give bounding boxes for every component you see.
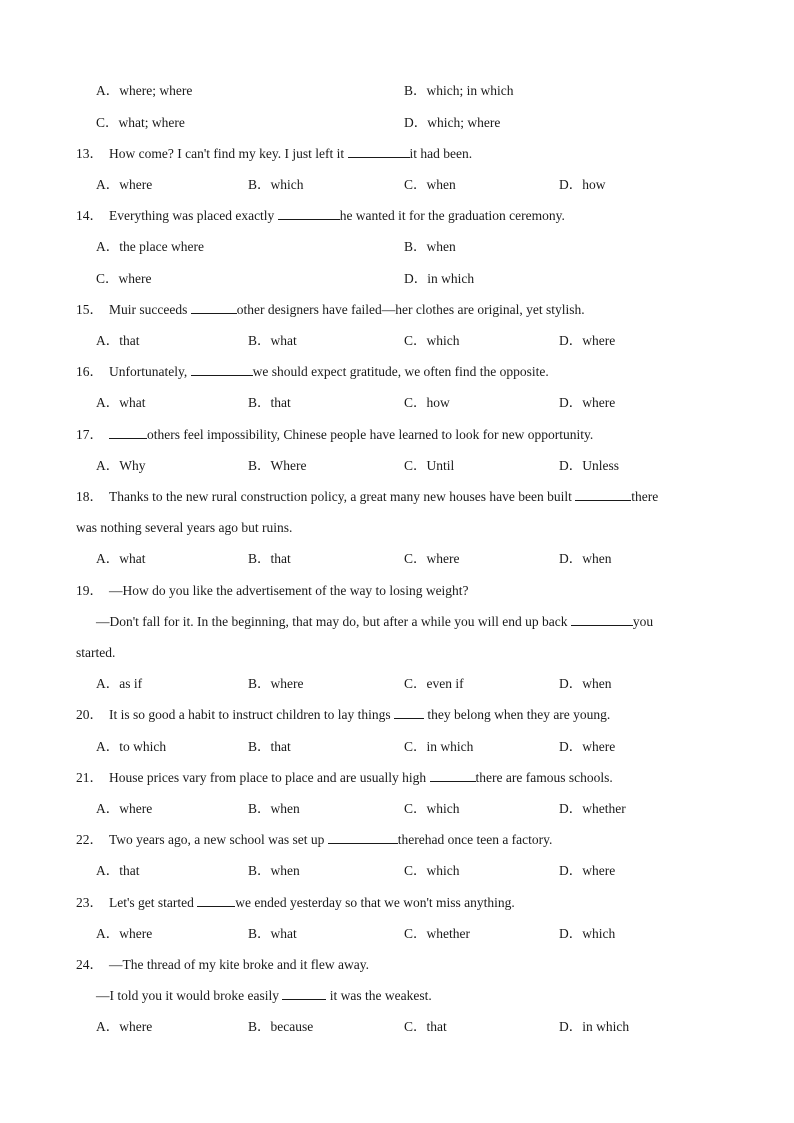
option-a: A．what (96, 551, 146, 566)
answer-blank (278, 206, 340, 220)
option-a: A．what (96, 395, 146, 410)
answer-blank (394, 705, 424, 719)
answer-blank (191, 300, 237, 314)
question-text-after: he wanted it for the graduation ceremony. (339, 208, 565, 223)
answer-blank (575, 487, 631, 501)
question-text-after: other designers have failed—her clothes are original, yet stylish. (236, 302, 585, 317)
question-15 (0, 300, 794, 320)
option-c: C．that (404, 1019, 447, 1034)
option-d: D．in which (404, 271, 475, 286)
option-b: B．that (248, 395, 291, 410)
option-c: C．even if (404, 676, 464, 691)
question-number: 16． (76, 364, 103, 379)
question-text-after: there (631, 489, 659, 504)
question-24-line-2 (0, 986, 794, 1006)
question-number: 20． (76, 707, 103, 722)
question-21-options (0, 799, 794, 819)
option-c: C．Until (404, 458, 455, 473)
question-text: —How do you like the advertisement of the way to losing weight? (109, 583, 469, 598)
option-c: C．which (404, 863, 460, 878)
option-c: C．in which (404, 739, 474, 754)
question-text-continued: started. (76, 645, 116, 660)
option-c: C．how (404, 395, 450, 410)
question-22 (0, 830, 794, 850)
question-19-options (0, 674, 794, 694)
q12-option-b: B．which; in which (404, 83, 514, 98)
answer-blank (430, 768, 476, 782)
question-16 (0, 362, 794, 382)
answer-blank (282, 986, 326, 1000)
q12-option-d: D．which; where (404, 115, 501, 130)
option-d: D．where (559, 863, 616, 878)
option-b: B．Where (248, 458, 307, 473)
question-19-continued (0, 643, 794, 663)
question-text: Muir succeeds (109, 302, 191, 317)
question-text-after: you (632, 614, 654, 629)
q12-option-c: C．what; where (96, 115, 185, 130)
q12-options-row-1 (0, 81, 794, 101)
question-24 (0, 955, 794, 975)
question-text-after: we should expect gratitude, we often find the opposite. (252, 364, 549, 379)
option-b: B．what (248, 333, 297, 348)
answer-blank (328, 830, 398, 844)
option-b: B．when (248, 863, 300, 878)
question-number: 13． (76, 146, 103, 161)
question-18 (0, 487, 794, 507)
answer-blank (109, 425, 147, 439)
question-14-options-row-2 (0, 269, 794, 289)
option-a: A．as if (96, 676, 143, 691)
option-b: B．where (248, 676, 304, 691)
option-a: A．the place where (96, 239, 204, 254)
option-a: A．where (96, 801, 153, 816)
option-d: D．when (559, 676, 612, 691)
option-b: B．what (248, 926, 297, 941)
question-text-after: we ended yesterday so that we won't miss anything. (235, 895, 515, 910)
question-24-options (0, 1017, 794, 1037)
question-text: Everything was placed exactly (109, 208, 278, 223)
question-16-options (0, 393, 794, 413)
question-text-after: others feel impossibility, Chinese people have learned to look for new opportunity. (147, 427, 594, 442)
question-23 (0, 893, 794, 913)
option-a: A．where (96, 1019, 153, 1034)
option-a: A．to which (96, 739, 167, 754)
question-text: How come? I can't find my key. I just left it (109, 146, 348, 161)
question-text-after: there are famous schools. (475, 770, 613, 785)
q12-option-a: A．where; where (96, 83, 193, 98)
option-a: A．where (96, 926, 153, 941)
question-text: —Don't fall for it. In the beginning, that may do, but after a while you will end up back (96, 614, 571, 629)
question-19-line-2 (0, 612, 794, 632)
option-b: B．which (248, 177, 304, 192)
option-a: A．that (96, 863, 140, 878)
question-19 (0, 581, 794, 601)
question-18-options (0, 549, 794, 569)
question-number: 18． (76, 489, 103, 504)
option-a: A．where (96, 177, 153, 192)
option-d: D．how (559, 177, 606, 192)
answer-blank (197, 893, 235, 907)
option-c: C．which (404, 333, 460, 348)
question-text: Two years ago, a new school was set up (109, 832, 328, 847)
question-number: 19． (76, 583, 103, 598)
option-d: D．where (559, 333, 616, 348)
question-13-options (0, 175, 794, 195)
question-number: 15． (76, 302, 103, 317)
option-a: A．that (96, 333, 140, 348)
option-d: D．Unless (559, 458, 619, 473)
option-a: A．Why (96, 458, 146, 473)
option-b: B．that (248, 551, 291, 566)
option-d: D．where (559, 395, 616, 410)
option-b: B．when (248, 801, 300, 816)
question-text: It is so good a habit to instruct children to lay things (109, 707, 394, 722)
option-d: D．in which (559, 1019, 630, 1034)
question-14 (0, 206, 794, 226)
question-text: Unfortunately, (109, 364, 191, 379)
question-18-continued (0, 518, 794, 538)
option-c: C．whether (404, 926, 470, 941)
q12-options-row-2 (0, 113, 794, 133)
question-20-options (0, 737, 794, 757)
question-text: Thanks to the new rural construction policy, a great many new houses have been built (109, 489, 576, 504)
question-text: —I told you it would broke easily (96, 988, 283, 1003)
question-text: House prices vary from place to place and are usually high (109, 770, 430, 785)
question-number: 24． (76, 957, 103, 972)
question-20 (0, 705, 794, 725)
question-text-after: it was the weakest. (326, 988, 432, 1003)
question-17 (0, 425, 794, 445)
answer-blank (571, 612, 633, 626)
option-c: C．which (404, 801, 460, 816)
question-13 (0, 144, 794, 164)
question-text-after: therehad once teen a factory. (397, 832, 553, 847)
question-text-after: it had been. (409, 146, 473, 161)
question-number: 21． (76, 770, 103, 785)
question-number: 17． (76, 427, 103, 442)
question-21 (0, 768, 794, 788)
option-c: C．where (404, 551, 460, 566)
answer-blank (191, 362, 253, 376)
option-b: B．that (248, 739, 291, 754)
question-22-options (0, 861, 794, 881)
question-14-options-row-1 (0, 237, 794, 257)
option-d: D．when (559, 551, 612, 566)
question-15-options (0, 331, 794, 351)
option-d: D．which (559, 926, 616, 941)
option-b: B．when (404, 239, 456, 254)
question-23-options (0, 924, 794, 944)
question-text-continued: was nothing several years ago but ruins. (76, 520, 293, 535)
answer-blank (348, 144, 410, 158)
option-b: B．because (248, 1019, 314, 1034)
question-text: Let's get started (109, 895, 198, 910)
option-d: D．whether (559, 801, 626, 816)
question-number: 14． (76, 208, 103, 223)
question-17-options (0, 456, 794, 476)
option-c: C．where (96, 271, 152, 286)
question-text-after: they belong when they are young. (423, 707, 611, 722)
question-number: 23． (76, 895, 103, 910)
option-d: D．where (559, 739, 616, 754)
question-text: —The thread of my kite broke and it flew away. (109, 957, 370, 972)
option-c: C．when (404, 177, 456, 192)
question-number: 22． (76, 832, 103, 847)
